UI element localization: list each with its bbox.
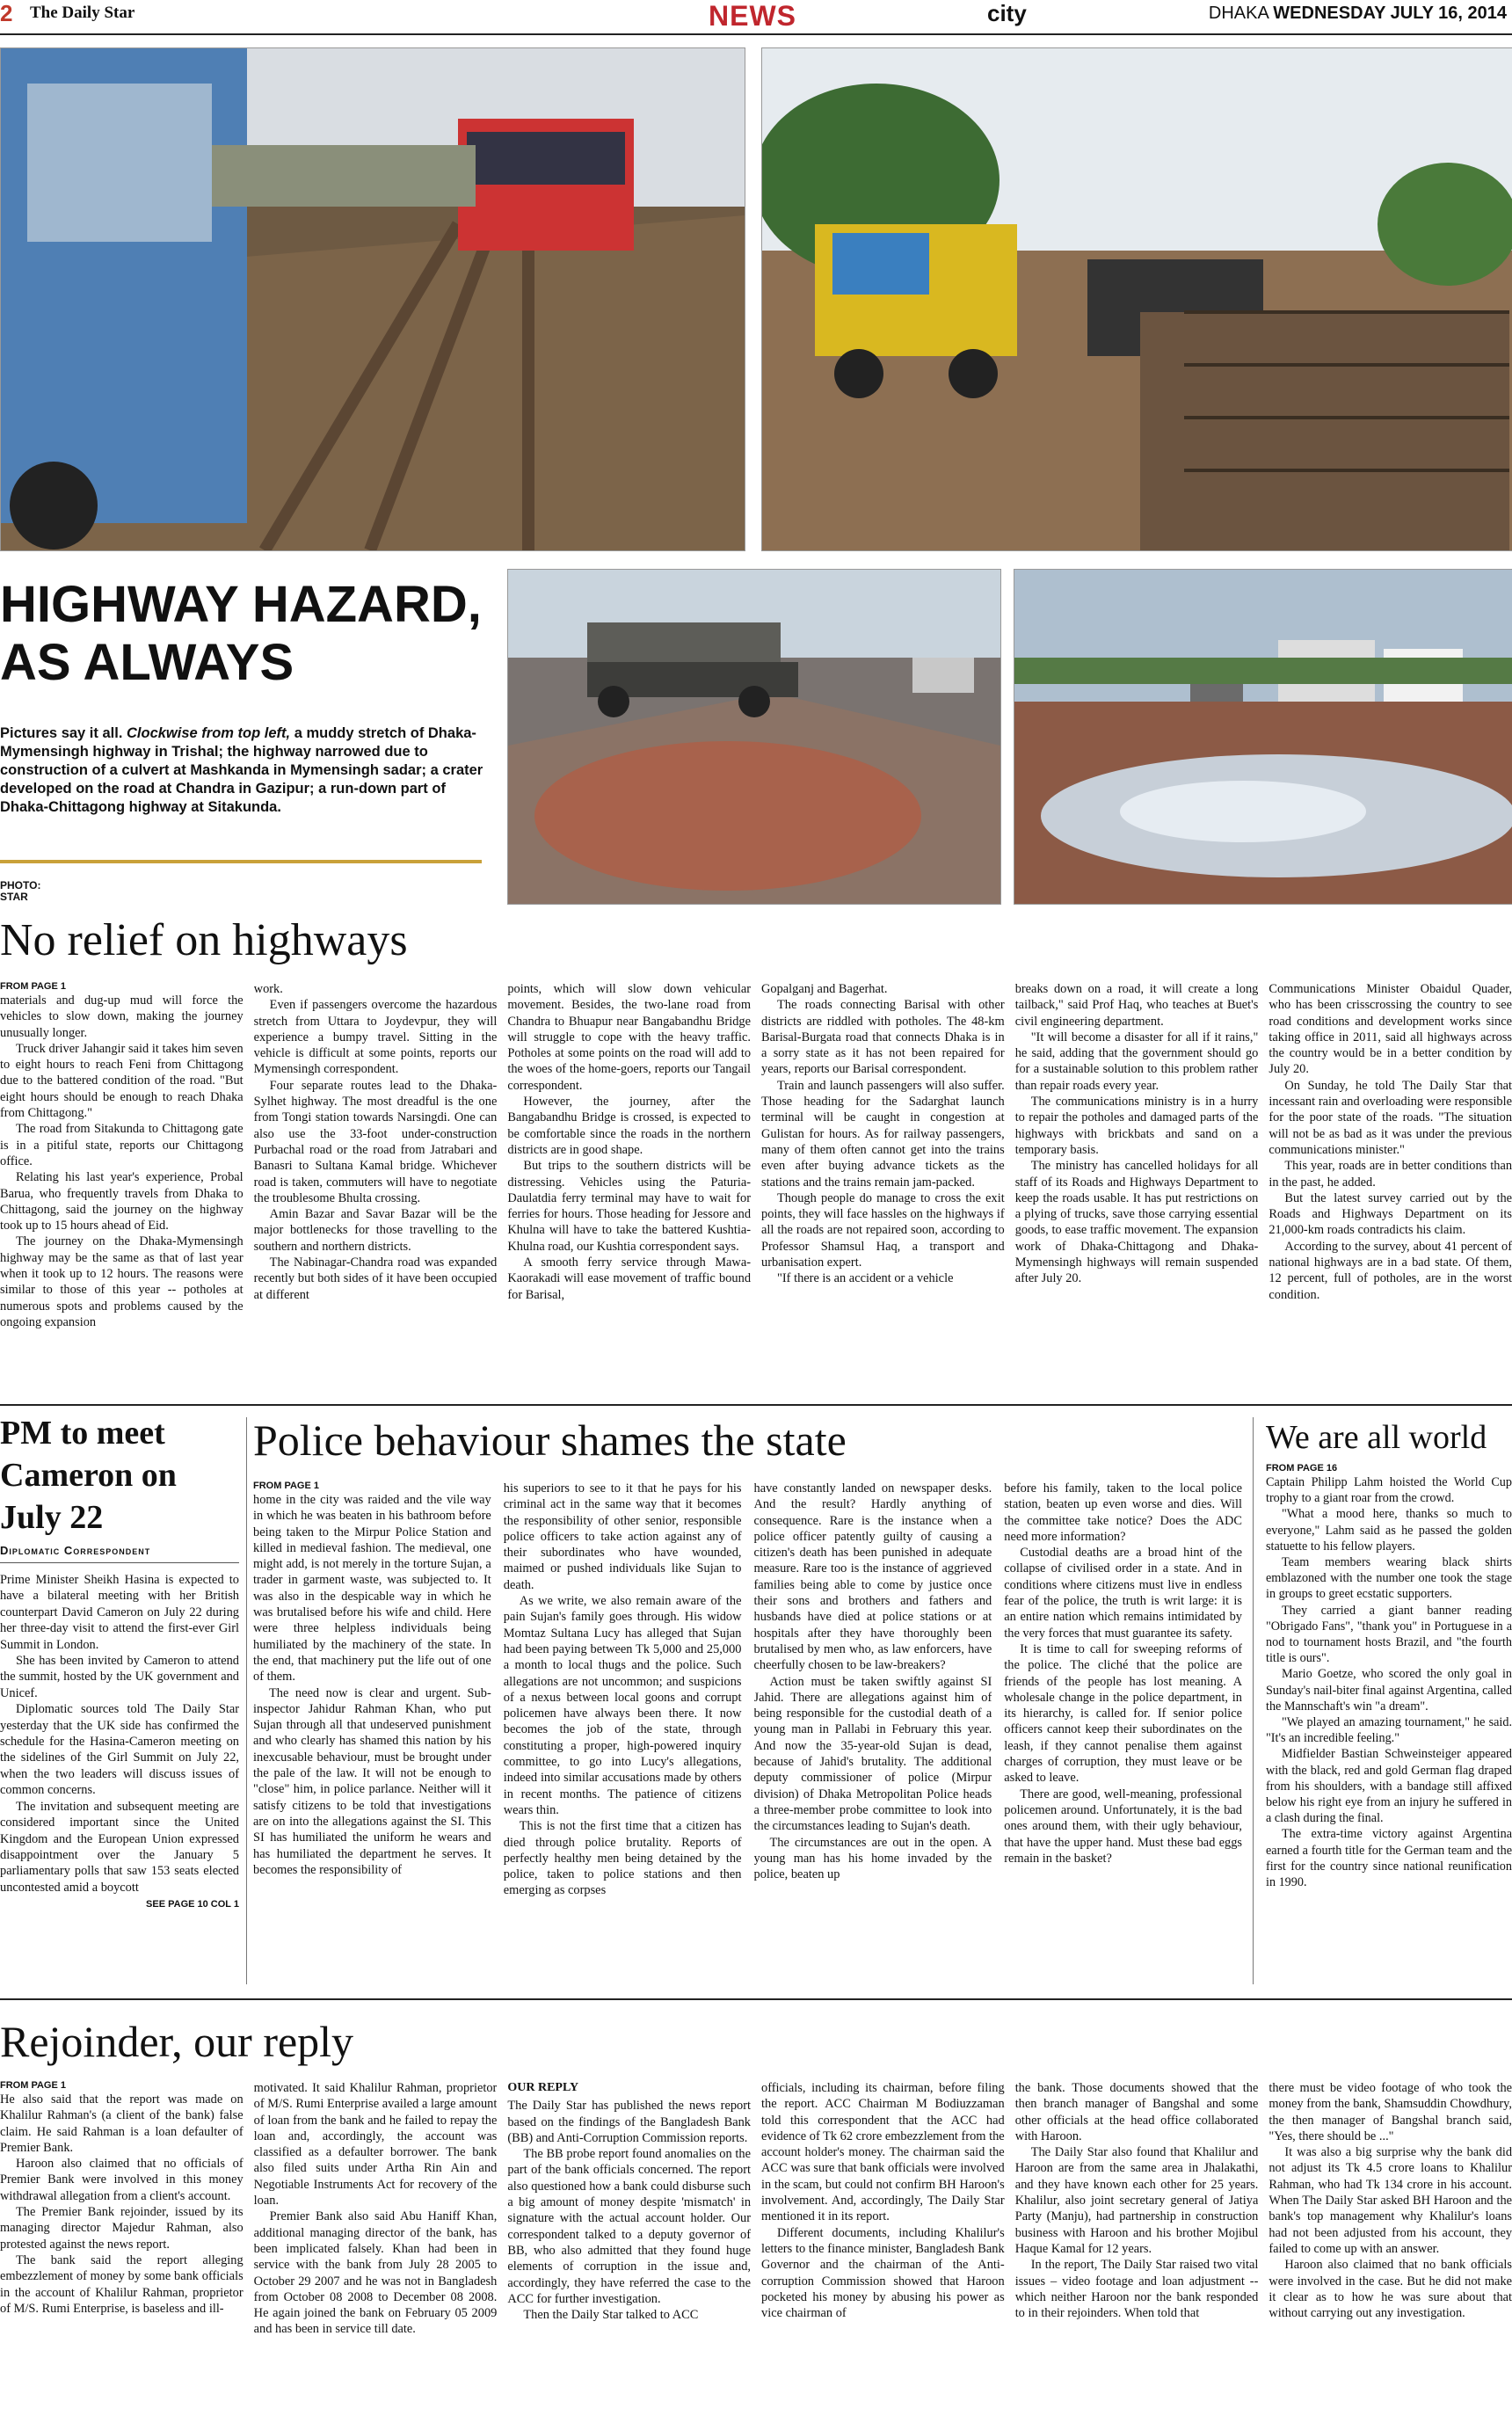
paragraph: have constantly landed on newspaper desks. And the result? Hardly anything of consequence. Rare is the instance when a police officer patently guilty of causing a citizen's death has been punished in adequate measure. Rare too is the instance of aggrieved families being able to come by justice once their sons and brothers and fathers and husbands have died at police stations or at hospitals after they have thoroughly been brutalised by men who, as law enforcers, have cheerfully chosen to be law-breakers?	[753, 1481, 992, 1673]
headline-pm-cameron: PM to meet Cameron on July 22	[0, 1415, 177, 1536]
dateline: DHAKA WEDNESDAY JULY 16, 2014	[1208, 4, 1507, 23]
paragraph: work.	[253, 982, 283, 996]
paragraph: Prime Minister Sheikh Hasina is expected to have a bilateral meeting with her British counterpart David Cameron on July 22 during her three-day visit to attend the first-ever Girl Summit in London.	[0, 1573, 239, 1652]
section-divider	[0, 1998, 1512, 2000]
gold-rule	[0, 860, 482, 863]
paragraph: She has been invited by Cameron to attend the summit, hosted by the UK government and Unicef.	[0, 1654, 239, 1700]
photo-credit: PHOTO: STAR	[0, 879, 41, 903]
paragraph: materials and dug-up mud will force the vehicles to slow down, making the journey unusually longer.	[0, 993, 244, 1040]
paragraph: The extra-time victory against Argentina earned a fourth title for the German team and the first for the country since national reunification in 1990.	[1266, 1827, 1512, 1890]
headline-police-behaviour: Police behaviour shames the state	[253, 1415, 847, 1465]
paragraph: Even if passengers overcome the hazardous stretch from Uttara to Joydevpur, they will experience a bumpy travel. Sitting in the vehicle is difficult at some points, reports our Mymensingh correspondent.	[253, 998, 498, 1077]
paragraph: The communications ministry is in a hurry to repair the potholes and damaged parts of the highways with brickbats and sand on a temporary basis.	[1014, 1095, 1259, 1157]
subsection-label: city	[987, 0, 1027, 26]
headline-we-are-all-world: We are all world	[1266, 1419, 1487, 1456]
paragraph: The journey on the Dhaka-Mymensingh highway may be the same as that of last year when it took up to 12 hours. The reasons were similar to those of this year -- potholes at numerous spots and problems caused by the ongoing expansion	[0, 1234, 244, 1329]
paragraph: Communications Minister Obaidul Quader, who has been crisscrossing the country to see road conditions and development works since taking office in 2011, said all highways across the country would be in a better condition by July 20.	[1268, 982, 1512, 1077]
paragraph: "If there is an accident or a vehicle	[777, 1271, 954, 1286]
paragraph: The BB probe report found anomalies on the part of the bank officials concerned. The report also questioned how a bank could disburse such a big amount of money despite 'mismatch' in signature with the actual account holder. Our correspondent talked to a deputy governor of BB, who also admitted that they found huge elements of corruption in the issue and, accordingly, they have referred the case to the ACC for further investigation.	[507, 2147, 752, 2306]
headline-rejoinder: Rejoinder, our reply	[0, 2017, 354, 2066]
text-column	[754, 1481, 992, 1983]
paper-name: The Daily Star	[30, 4, 135, 22]
text-column	[1268, 981, 1512, 1394]
paragraph: But the latest survey carried out by the Roads and Highways Department on its 21,000-km roads contradicts his claim.	[1268, 1190, 1512, 1238]
text-column	[254, 2080, 498, 2416]
text-column	[0, 2080, 244, 2416]
paragraph: there must be video footage of who took the money from the bank, Shamsuddin Chowdhury, the then manager of Bangshal branch said, "Yes, there should be ..."	[1268, 2081, 1512, 2143]
paragraph: before his family, taken to the local police station, beaten up even worse and dies. Will the committee take notice? Does the ADC need more information?	[1004, 1481, 1242, 1544]
paragraph: The Daily Star also found that Khalilur and Haroon are from the same area in Jhalakathi, and they have known each other for 25 years. Khalilur, also joint secretary general of Jatiya Party (Manju), had partnership in construction business with Haroon and his brother Mojibul Haque Kamal for 12 years.	[1014, 2145, 1259, 2256]
see-page-jump: SEE PAGE 10 COL 1	[146, 1899, 239, 1910]
from-page-label: FROM PAGE 1	[0, 981, 66, 992]
paragraph: motivated. It said Khalilur Rahman, proprietor of M/S. Rumi Enterprise availed a large amount of loan from the bank and he failed to repay the loan and, accordingly, the account was classified as a defaulter borrower. The bank also filed suits under Artha Rin Ain and Negotiable Instruments Act for recovery of the loan.	[253, 2081, 498, 2209]
paragraph: Custodial deaths are a broad hint of the collapse of civilised order in a state. And in conditions where citizens must live in endless fear of the police, the truth is writ large: it is an entire nation which remains intimidated by the very forces that must guarantee its safety.	[1004, 1546, 1242, 1641]
paragraph: Team members wearing black shirts emblazoned with the number one took the stage in groups to greet ecstatic supporters.	[1266, 1555, 1512, 1602]
photo-crater-chandra-gazipur	[507, 569, 1001, 905]
from-page-label: FROM PAGE 1	[253, 1481, 319, 1491]
paragraph: There are good, well-meaning, professional policemen around. Unfortunately, it is the bad ones around them, with their ugly behaviour, that have the upper hand. Must these bad eggs remain in the basket?	[1004, 1787, 1242, 1866]
paragraph: Then the Daily Star talked to ACC	[523, 2308, 699, 2323]
from-page-label: FROM PAGE 16	[1266, 1463, 1338, 1474]
paragraph: "We played an amazing tournament," he said. "It's an incredible feeling."	[1266, 1715, 1512, 1746]
paragraph: The Premier Bank rejoinder, issued by its managing director Majedur Rahman, also protested against the news report.	[0, 2205, 244, 2252]
paragraph: Different documents, including Khalilur's letters to the finance minister, Bangladesh Bank Governor and the chairman of the Anti-corruption Commission showed that Haroon pocketed his money by abusing his power as vice chairman of	[761, 2225, 1005, 2321]
photo-muddy-highway-trishal	[0, 47, 745, 551]
paragraph: It was also a big surprise why the bank did not adjust its Tk 4.5 crore loans to Khalilur Rahman, who had Tk 134 crore in his account. When The Daily Star asked BH Haroon and the bank's top management why Khalilur's loans had not been adjusted from his account, they failed to come up with an answer.	[1268, 2145, 1512, 2256]
paragraph: the bank. Those documents showed that the then branch manager of Bangshal and some other officials at the head office collaborated with Haroon.	[1014, 2081, 1259, 2143]
paragraph: This is not the first time that a citizen has died through police brutality. Reports of perfectly healthy men being detained by the police, taken to police stations and then emerging as corpses	[503, 1819, 742, 1898]
paragraph: "It will become a disaster for all if it rains," he said, adding that the government should go for a sustainable solution to this problem rather than repair roads every year.	[1014, 1030, 1259, 1093]
section-divider	[0, 1404, 1512, 1406]
paragraph: breaks down on a road, it will create a long tailback," said Prof Haq, who teaches at Buet's civil engineering department.	[1014, 982, 1259, 1029]
text-column	[1268, 2080, 1512, 2416]
paragraph: Truck driver Jahangir said it takes him seven to eight hours to reach Feni from Chittagong due to the battered condition of the road. "But eight hours should be enough to reach Dhaka from Chittagong."	[0, 1041, 244, 1121]
text-column	[507, 981, 751, 1394]
paragraph: Captain Philipp Lahm hoisted the World Cup trophy to a giant roar from the crowd.	[1266, 1475, 1512, 1506]
photo-culvert-mashkanda	[761, 47, 1512, 551]
text-column	[1015, 981, 1259, 1394]
paragraph: It is time to call for sweeping reforms of the police. The cliché that the police are friends of the people has lost meaning. A wholesale change in the police department, in its hierarchy, is called for. If senior police officers cannot keep their subordinates on the leash, if they cannot penalise them against charges of corruption, they must leave or be asked to leave.	[1004, 1641, 1242, 1786]
text-column	[1004, 1481, 1242, 1983]
paragraph: officials, including its chairman, before filing the report. ACC Chairman M Bodiuzzaman told this correspondent that the ACC had evidence of Tk 62 crore embezzlement from the account holder's money. The chairman said the ACC was sure that bank officials were involved in the scam, but could not confirm BH Haroon's involvement. And, accordingly, The Daily Star mentioned it in its report.	[761, 2081, 1005, 2224]
column-rule	[1253, 1417, 1254, 1984]
text-column	[761, 2080, 1005, 2416]
text-column	[504, 1481, 742, 1983]
our-reply-label: OUR REPLY	[507, 2081, 579, 2094]
paragraph: Action must be taken swiftly against SI Jahid. There are allegations against him of being responsible for the custodial death of a young man in Pallabi in February this year. And now the 35-year-old Sujan is dead, because of Jahid's brutality. The additional deputy commissioner of police (Mirpur division) of Dhaka Metropolitan Police heads a three-member probe committee to look into the circumstances leading to Sujan's death.	[753, 1674, 992, 1834]
paragraph: points, which will slow down vehicular movement. Besides, the two-lane road from Chandra to Bhuapur near Bangabandhu Bridge will struggle to cope with the heavy traffic. Potholes at some points on the road will add to the woes of the home-goers, reports our Tangail correspondent.	[507, 982, 752, 1093]
paragraph: Amin Bazar and Savar Bazar will be the major bottlenecks for those travelling to the southern and northern districts.	[253, 1207, 498, 1254]
paragraph: The ministry has cancelled holidays for all staff of its Roads and Highways Department to keep the roads usable. It has put restrictions on a plying of trucks, save those carrying essential goods, to ease traffic movement. The expansion work of Dhaka-Chittagong and Dhaka-Mymensingh highways will remain suspended after July 20.	[1014, 1159, 1259, 1286]
paragraph: home in the city was raided and the vile way in which he was beaten in his bathroom before being taken to the Mirpur Police Station and killed in medieval fashion. The medieval, one might add, is not merely in the torture Sujan, a trader in garment waste, was subjected to. It was also in the despicable way in which he was brutalised before his wife and child. Here were three helpless individuals being humiliated by the machinery of the state. In the end, that machinery put the life out of one of them.	[253, 1493, 491, 1685]
paragraph: Haroon also claimed that no officials of Premier Bank were involved in this money withdrawal allegation from a client's account.	[0, 2157, 244, 2203]
page-number: 2	[0, 0, 13, 26]
text-column	[0, 981, 244, 1394]
text-column	[1015, 2080, 1259, 2416]
world-paragraphs	[1266, 1474, 1512, 1890]
paragraph: Though people do manage to cross the exit points, they will face hassles on the highways if all the roads are not repaired soon, according to Professor Shamsul Haq, a transport and urbanisation expert.	[761, 1190, 1005, 1270]
hero-headline: HIGHWAY HAZARD, AS ALWAYS	[0, 576, 482, 691]
from-page-label: FROM PAGE 1	[0, 2080, 66, 2091]
text-column	[507, 2080, 751, 2416]
paragraph: They carried a giant banner reading "Obrigado Fans", "thank you" in Portuguese in a nod to tournament hosts Brazil, and "the fourth title is ours".	[1266, 1603, 1512, 1666]
story-no-relief-body	[0, 981, 1512, 1394]
paragraph: Midfielder Bastian Schweinsteiger appeared with the black, red and gold German flag draped from his shoulders, with a bandage still affixed below his right eye from an injury he suffered in a clash during the final.	[1266, 1747, 1512, 1826]
paragraph: On Sunday, he told The Daily Star that incessant rain and overloading were responsible for the poor state of the roads. "The situation will not be as bad as it was under the previous communications minister."	[1268, 1078, 1512, 1157]
hero-cutline: Pictures say it all. Clockwise from top left, a muddy stretch of Dhaka-Mymensingh highway in Trishal; the highway narrowed due to construction of a culvert at Mashkanda in Mymensingh sadar; a crater developed on the road at Chandra in Gazipur; a run-down part of Dhaka-Chittagong highway at Sitakunda.	[0, 725, 483, 815]
paragraph: Gopalganj and Bagerhat.	[761, 982, 888, 996]
paragraph: As we write, we also remain aware of the pain Sujan's family goes through. His widow Momtaz Sultana Lucy has alleged that Sujan had been paying between Tk 5,000 and 25,000 a month to local thugs and the police. Such allegations are not uncommon; and suspicions of a nexus between local goons and corrupt policemen have always been there. It now becomes the job of the state, through constituting a proper, high-powered inquiry committee, to go into Lucy's allegations, indeed into similar accusations made by others in recent months. The patience of citizens wears thin.	[503, 1594, 742, 1817]
paragraph: Premier Bank also said Abu Haniff Khan, additional managing director of the bank, has been implicated falsely. Khan had been in service with the bank from July 28 2005 to October 29 2007 and he was not in Bangladesh from October 08 2008 to December 08 2008. He again joined the bank on February 05 2009 and has been in service till date.	[253, 2209, 498, 2337]
headline-no-relief: No relief on highways	[0, 915, 408, 965]
paragraph: The invitation and subsequent meeting are considered important since the United Kingdom and the European Union expressed disappointment over the January 5 parliamentary polls that saw 153 seats elected uncontested amid a boycott	[0, 1799, 239, 1895]
paragraph: Relating his last year's experience, Probal Barua, who frequently travels from Dhaka to Chittagong, said the journey on the highway took up to 15 hours ahead of Eid.	[0, 1170, 244, 1233]
section-label: NEWS	[709, 0, 796, 32]
paragraph: In the report, The Daily Star raised two vital issues – video footage and loan adjustment -- which neither Haroon nor the bank responded to in their rejoinders. When told that	[1014, 2258, 1259, 2321]
paragraph: However, the journey, after the Bangabandhu Bridge is crossed, is expected to be comfortable since the roads in the northern districts are in good shape.	[507, 1095, 752, 1157]
story-world-body	[1266, 1463, 1512, 1983]
paragraph: The Nabinagar-Chandra road was expanded recently but both sides of it have been occupied at different	[253, 1255, 498, 1302]
paragraph: The circumstances are out in the open. A young man has his home invaded by the police, beaten up	[753, 1835, 992, 1882]
paragraph: But trips to the southern districts will be distressing. Vehicles using the Paturia-Daulatdia ferry terminal may have to wait for ferries for hours. Those heading for Jessore and Khulna will have to take the battered Kushtia-Khulna road, our Kushtia correspondent says.	[507, 1159, 752, 1254]
paragraph: The roads connecting Barisal with other districts are riddled with potholes. The 48-km Barisal-Burgata road that connects Dhaka is in a sorry state as it has not been repaired for years, reports our Barisal correspondent.	[761, 998, 1005, 1077]
column-rule	[246, 1417, 247, 1984]
text-column	[253, 1481, 491, 1983]
byline: Diplomatic Correspondent	[0, 1544, 239, 1563]
paragraph: According to the survey, about 41 percent of national highways are in a bad state. Of them, 12 percent, full of potholes, are in the worst condition.	[1268, 1239, 1512, 1302]
masthead	[0, 0, 1512, 35]
paragraph: Haroon also claimed that no bank officials were involved in the case. But he did not make it clear as to how he was sure about that without carrying out any investigation.	[1268, 2258, 1512, 2321]
text-column	[761, 981, 1005, 1394]
paragraph: The need now is clear and urgent. Sub-inspector Jahidur Rahman Khan, who put Sujan through all that undeserved punishment and who clearly has shamed this nation by his inexcusable behaviour, must be brought under the pale of the law. It will not be enough to "close" him, in police parlance. Neither will it satisfy citizens to be told that investigations are on into the allegations against the SI. This SI has humiliated the uniform he wears and has humiliated the department he serves. It becomes the responsibility of	[253, 1685, 491, 1877]
paragraph: "What a mood here, thanks so much to everyone," Lahm said as he passed the golden statuette to his fellow players.	[1266, 1507, 1512, 1554]
paragraph: The road from Sitakunda to Chittagong gate is in a pitiful state, reports our Chittagong office.	[0, 1122, 244, 1168]
story-police-body	[253, 1481, 1242, 1983]
paragraph: The Daily Star has published the news report based on the findings of the Bangladesh Bank (BB) and Anti-Corruption Commission reports.	[507, 2099, 752, 2145]
photo-dhaka-chittagong-sitakunda	[1014, 569, 1512, 905]
paragraph: his superiors to see to it that he pays for his criminal act in the same way that it becomes the responsibility of other senior, responsible police officers to take action against any of their subordinates who have wounded, maimed or pushed individuals like Sujan to death.	[503, 1481, 742, 1592]
paragraph: A smooth ferry service through Mawa-Kaorakadi will ease movement of traffic bound for Barisal,	[507, 1255, 752, 1302]
text-column	[254, 981, 498, 1394]
paragraph: Four separate routes lead to the Dhaka-Sylhet highway. The most dreadful is the one from Tongi station towards Narsingdi. One can also use the 33-foot under-construction Purbachal road or the road from Jatrabari and Banasri to Sultana Kamal bridge. Whichever road is taken, commuters will have to negotiate the troublesome Bhulta crossing.	[253, 1078, 498, 1205]
story-pm-cameron-body	[0, 1540, 239, 1984]
paragraph: Diplomatic sources told The Daily Star yesterday that the UK side has confirmed the schedule for the Hasina-Cameron meeting on the sidelines of the Girl Summit on July 22, when the two leaders will discuss issues of common concerns.	[0, 1702, 239, 1798]
pm-paragraphs	[0, 1572, 239, 1896]
paragraph: The bank said the report alleging embezzlement of money by some bank officials in the account of Khalilur Rahman, proprietor of M/S. Rumi Enterprise, is baseless and ill-	[0, 2252, 244, 2316]
paragraph: This year, roads are in better conditions than in the past, he added.	[1268, 1159, 1512, 1190]
story-rejoinder-body	[0, 2080, 1512, 2416]
paragraph: Mario Goetze, who scored the only goal in Sunday's nail-biter final against Argentina, called the Mannschaft's win "a dream".	[1266, 1667, 1512, 1714]
paragraph: Train and launch passengers will also suffer. Those heading for the Sadarghat launch terminal will be caught in congestion at Gulistan for hours. As for railway passengers, many of them often cannot get into the trains even after buying advance tickets as the stations and the trains remain jam-packed.	[761, 1078, 1005, 1190]
paragraph: He also said that the report was made on Khalilur Rahman's (a client of the bank) false claim. He said Rahman is a loan defaulter of Premier Bank.	[0, 2092, 244, 2155]
